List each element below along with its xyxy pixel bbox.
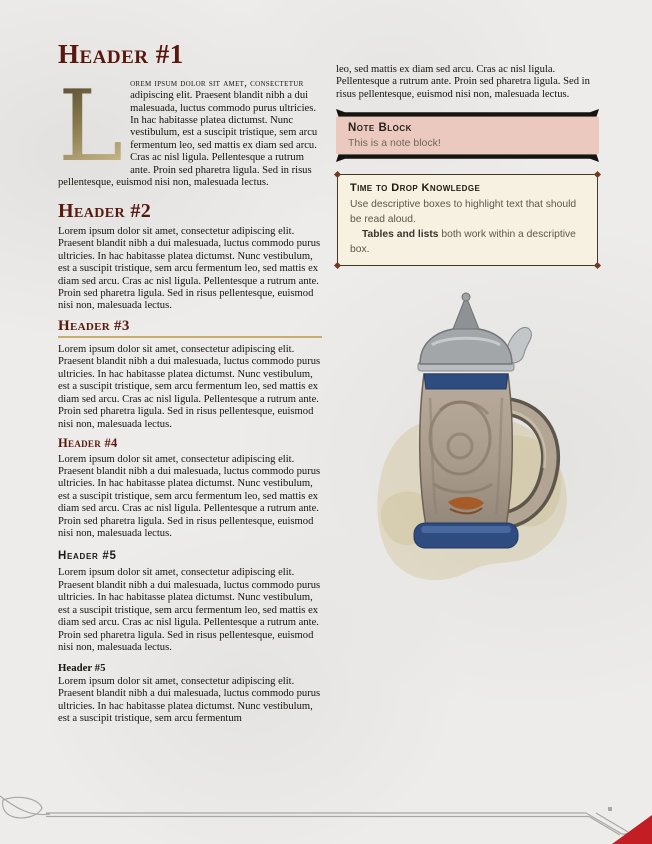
paragraph-under-header-3: Lorem ipsum dolor sit amet, consectetur adipiscing elit. Praesent blandit nibh a dui malesuada, luctus commodo purus ultricies. In hac habitasse platea dictumst. Nunc vestibulum, est a suscipit tristique, sem arcu fermentum leo, sed mattis ex diam sed arcu. Cras ac nisl ligula. Pellentesque a rutrum ante. Proin sed pharetra ligula. Sed in risus pellentesque, euismod nisi non, malesuada lectus.	[58, 343, 321, 430]
page-corner-accent	[612, 815, 652, 844]
corner-dot-icon	[594, 171, 601, 178]
lead-in-text: orem ipsum dolor sit amet, consectetur	[130, 77, 304, 89]
header-1: Header #1	[58, 39, 184, 69]
header-2: Header #2	[58, 199, 152, 222]
leaf-flourish-icon	[0, 796, 50, 818]
intro-paragraph-text: adipiscing elit. Praesent blandit nibh a dui malesuada, luctus commodo purus ultricies. In hac habitasse platea dictumst. Nunc vestibulum, est a suscipit tristique, sem arcu fermentum leo, sed mattis ex diam sed arcu. Cras ac nisl ligula. Pellentesque a rutrum ante. Proin sed pharetra ligula. Sed in risus pellentesque, euismod nisi non, malesuada lectus.	[58, 90, 318, 189]
descriptive-box-line2-rest: both work within a descriptive box.	[350, 229, 576, 256]
descriptive-box-line1: Use descriptive boxes to highlight text that should be read aloud.	[350, 199, 577, 226]
intro-paragraph	[58, 69, 322, 190]
header-4: Header #4	[58, 436, 118, 451]
footer-rule-lines	[46, 813, 634, 835]
note-block-body	[336, 117, 599, 154]
paragraph-truncated: Lorem ipsum dolor sit amet, consectetur adipiscing elit. Praesent blandit nibh a dui malesuada, luctus commodo purus ultricies. In hac habitasse platea dictumst. Nunc vestibulum, est a suscipit tristique, sem arcu fermentum	[58, 675, 321, 725]
continuation-paragraph: leo, sed mattis ex diam sed arcu. Cras ac nisl ligula. Pellentesque a rutrum ante. Proin sed pharetra ligula. Sed in risus pellentesque, euismod nisi non, malesuada lectus.	[336, 64, 590, 100]
drop-cap-letter: L	[58, 78, 130, 170]
paragraph-under-header-5: Lorem ipsum dolor sit amet, consectetur adipiscing elit. Praesent blandit nibh a dui malesuada, luctus commodo purus ultricies. In hac habitasse platea dictumst. Nunc vestibulum, est a suscipit tristique, sem arcu fermentum leo, sed mattis ex diam sed arcu. Cras ac nisl ligula. Pellentesque a rutrum ante. Proin sed pharetra ligula. Sed in risus pellentesque, euismod nisi non, malesuada lectus.	[58, 567, 321, 653]
paragraph-under-header-4: Lorem ipsum dolor sit amet, consectetur adipiscing elit. Praesent blandit nibh a dui malesuada, luctus commodo purus ultricies. In hac habitasse platea dictumst. Nunc vestibulum, est a suscipit tristique, sem arcu fermentum leo, sed mattis ex diam sed arcu. Cras ac nisl ligula. Pellentesque a rutrum ante. Proin sed pharetra ligula. Sed in risus pellentesque, euismod nisi non, malesuada lectus.	[58, 453, 321, 540]
corner-dot-icon	[334, 262, 341, 269]
paragraph-under-header-2: Lorem ipsum dolor sit amet, consectetur adipiscing elit. Praesent blandit nibh a dui malesuada, luctus commodo purus ultricies. In hac habitasse platea dictumst. Nunc vestibulum, est a suscipit tristique, sem arcu fermentum leo, sed mattis ex diam sed arcu. Cras ac nisl ligula. Pellentesque a rutrum ante. Proin sed pharetra ligula. Sed in risus pellentesque, euismod nisi non, malesuada lectus.	[58, 225, 321, 312]
note-block-title: Note Block	[348, 122, 412, 135]
descriptive-box-title: Time to Drop Knowledge	[350, 182, 481, 195]
stein-illustration	[336, 288, 599, 593]
descriptive-box-line2	[350, 227, 585, 257]
header-5-bold: Header #5	[58, 662, 106, 675]
header-5: Header #5	[58, 549, 117, 562]
footer-decoration	[0, 794, 652, 844]
corner-dot-icon	[334, 171, 341, 178]
descriptive-box	[337, 174, 598, 266]
descriptive-box-line2-bold: Tables and lists	[362, 229, 439, 241]
note-block-text: This is a note block!	[348, 137, 441, 150]
note-bottom-bar	[336, 154, 599, 162]
right-column	[336, 64, 599, 593]
header-3: Header #3	[58, 319, 322, 338]
beer-stein-image	[348, 288, 588, 588]
note-block	[336, 109, 599, 162]
footer-square-dot	[608, 807, 612, 811]
note-top-bar	[336, 109, 599, 117]
left-column	[58, 39, 322, 732]
corner-dot-icon	[594, 262, 601, 269]
